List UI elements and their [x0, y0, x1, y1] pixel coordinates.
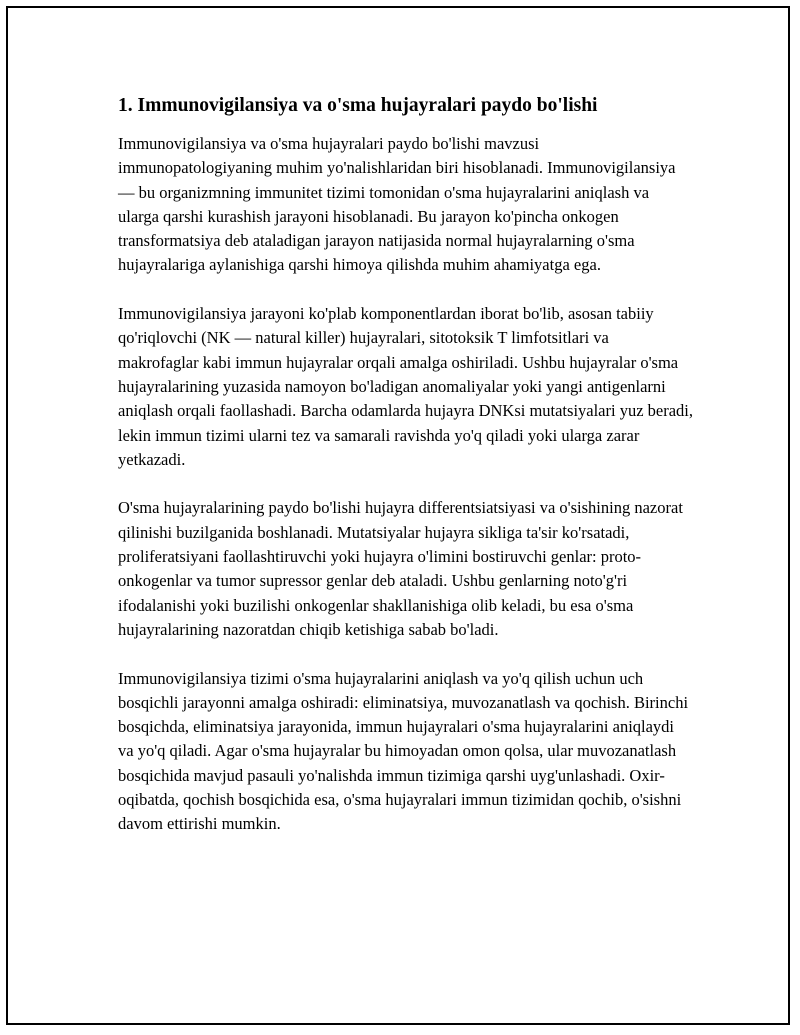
document-body [118, 92, 693, 861]
paragraph-2: Immunovigilansiya jarayoni ko'plab komponentlardan iborat bo'lib, asosan tabiiy qo'riqlovchi (NK — natural killer) hujayralari, sitotoksik T limfotsitlari va makrofaglar kabi immun hujayralar orqali amalga oshiriladi. Ushbu hujayralar o'sma hujayralarining yuzasida namoyon bo'ladigan anomaliyalar yoki yangi antigenlarni aniqlash orqali faollashadi. Barcha odamlarda hujayra DNKsi mutatsiyalari yuz beradi, lekin immun tizimi ularni tez va samarali ravishda yo'q qiladi yoki ularga zarar yetkazadi. [118, 304, 694, 469]
paragraph-3: O'sma hujayralarining paydo bo'lishi hujayra differentsiatsiyasi va o'sishining nazorat qilinishi buzilganida boshlanadi. Mutatsiyalar hujayra sikliga ta'sir ko'rsatadi, proliferatsiyani faollashtiruvchi yoki hujayra o'limini bostiruvchi genlar: proto-onkogenlar va tumor supressor genlar deb ataladi. Ushbu genlarning noto'g'ri ifodalanishi yoki buzilishi onkogenlar shakllanishiga olib keladi, bu esa o'sma hujayralarining nazoratdan chiqib ketishiga sabab bo'ladi. [118, 498, 683, 639]
paragraph-1: Immunovigilansiya va o'sma hujayralari paydo bo'lishi mavzusi immunopatologiyaning muhim yo'nalishlaridan biri hisoblanadi. Immunovigilansiya — bu organizmning immunitet tizimi tomonidan o'sma hujayralarini aniqlash va ularga qarshi kurashish jarayoni hisoblanadi. Bu jarayon ko'pincha onkogen transformatsiya deb ataladigan jarayon natijasida normal hujayralarning o'sma hujayralariga aylanishiga qarshi himoya qilishda muhim ahamiyatga ega. [118, 134, 676, 275]
document-title: 1. Immunovigilansiya va o'sma hujayralari paydo bo'lishi [118, 95, 598, 116]
paragraph-4: Immunovigilansiya tizimi o'sma hujayralarini aniqlash va yo'q qilish uchun uch bosqichli jarayonni amalga oshiradi: eliminatsiya, muvozanatlash va qochish. Birinchi bosqichda, eliminatsiya jarayonida, immun hujayralari o'sma hujayralarini aniqlaydi va yo'q qiladi. Agar o'sma hujayralar bu himoyadan omon qolsa, ular muvozanatlash bosqichida mavjud pasauli yo'nalishda immun tizimiga qarshi uyg'unlashadi. Oxir-oqibatda, qochish bosqichida esa, o'sma hujayralari immun tizimidan qochib, o'sishni davom ettirishi mumkin. [118, 668, 689, 834]
